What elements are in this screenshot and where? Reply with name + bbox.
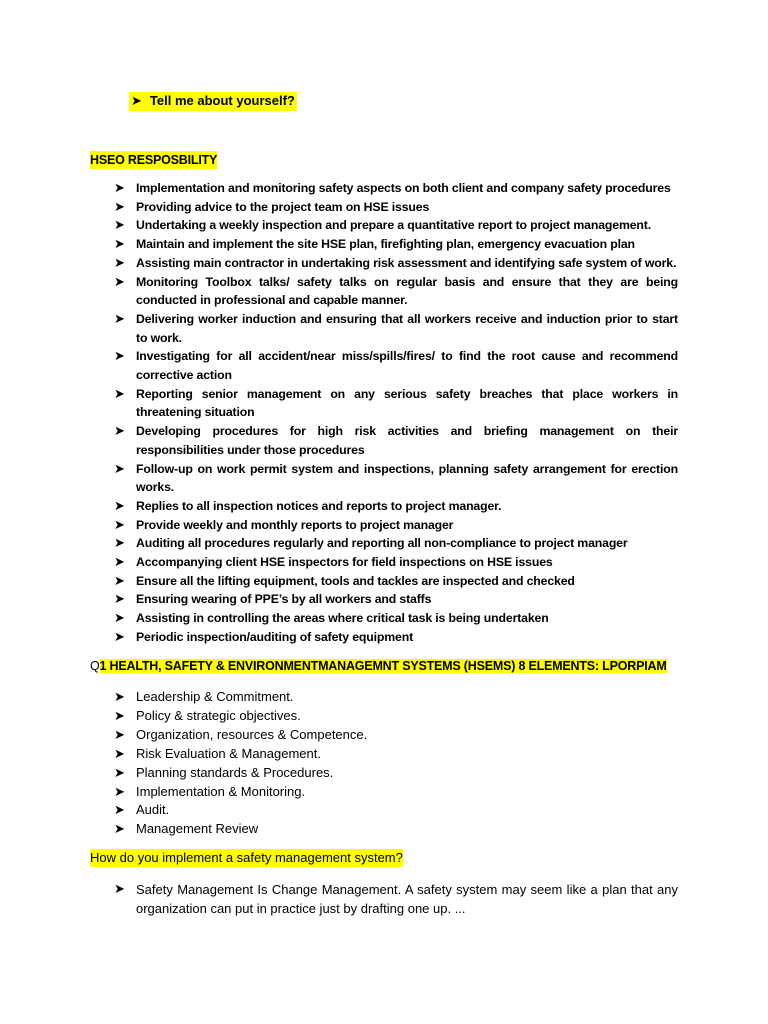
arrow-bullet-icon: ➤ xyxy=(114,610,125,626)
hsems-heading-text: 1 HEALTH, SAFETY & ENVIRONMENTMANAGEMNT SYSTEMS (HSEMS) 8 ELEMENTS: LPORPIAM xyxy=(99,659,667,673)
arrow-bullet-icon: ➤ xyxy=(114,180,125,195)
list-item: ➤ Undertaking a weekly inspection and prepare a quantitative report to project management. xyxy=(136,216,678,235)
intro-question-text: Tell me about yourself? xyxy=(149,93,295,108)
arrow-bullet-icon: ➤ xyxy=(114,460,125,476)
arrow-bullet-icon: ➤ xyxy=(114,764,125,780)
list-item: ➤ Implementation & Monitoring. xyxy=(136,783,678,802)
list-item: ➤ Ensure all the lifting equipment, tools and tackles are inspected and checked xyxy=(136,572,678,591)
list-item: ➤ Monitoring Toolbox talks/ safety talks on regular basis and ensure that they are being conducted in professional and capable manner. xyxy=(114,273,678,308)
list-item: ➤ Management Review xyxy=(136,820,678,839)
hsems-prefix: Q xyxy=(90,659,100,673)
arrow-bullet-icon: ➤ xyxy=(114,726,125,742)
list-item: ➤ Delivering worker induction and ensuring that all workers receive and induction prior to start to work. xyxy=(114,310,678,345)
list-item: ➤ Assisting main contractor in undertaking risk assessment and identifying safe system of work. xyxy=(136,254,678,273)
hsems-heading xyxy=(90,657,667,675)
list-item: ➤ Developing procedures for high risk activities and briefing management on their responsibilities under those procedures xyxy=(114,423,678,457)
list-item: ➤ Leadership & Commitment. xyxy=(136,688,678,707)
list-item: ➤ Assisting in controlling the areas where critical task is being undertaken xyxy=(136,609,678,628)
arrow-bullet-icon: ➤ xyxy=(114,554,125,570)
arrow-bullet-icon: ➤ xyxy=(114,348,125,364)
list-item: ➤ Investigating for all accident/near miss/spills/fires/ to find the root cause and recommend corrective action xyxy=(114,348,678,383)
arrow-bullet-icon: ➤ xyxy=(114,236,125,252)
implement-question: How do you implement a safety management system? xyxy=(90,850,403,865)
arrow-bullet-icon: ➤ xyxy=(114,516,125,532)
arrow-bullet-icon: ➤ xyxy=(114,217,125,233)
arrow-bullet-icon: ➤ xyxy=(114,254,125,270)
list-item: ➤ Audit. xyxy=(136,801,678,820)
list-item: ➤ Ensuring wearing of PPE’s by all workers and staffs xyxy=(136,590,678,609)
arrow-bullet-icon: ➤ xyxy=(114,821,125,837)
list-item: ➤ Reporting senior management on any serious safety breaches that place workers in threatening situation xyxy=(114,385,678,420)
list-item: ➤ Policy & strategic objectives. xyxy=(136,707,678,726)
list-item: ➤ Auditing all procedures regularly and reporting all non-compliance to project manager xyxy=(136,534,678,553)
arrow-bullet-icon: ➤ xyxy=(114,783,125,799)
arrow-bullet-icon: ➤ xyxy=(114,707,125,723)
hsems-elements-list xyxy=(114,688,678,839)
arrow-bullet-icon: ➤ xyxy=(131,93,142,108)
list-item: ➤ Accompanying client HSE inspectors for field inspections on HSE issues xyxy=(136,553,678,572)
arrow-bullet-icon: ➤ xyxy=(114,423,125,439)
list-item: ➤ Risk Evaluation & Management. xyxy=(136,745,678,764)
arrow-bullet-icon: ➤ xyxy=(114,881,125,896)
list-item: ➤ Organization, resources & Competence. xyxy=(136,726,678,745)
list-item: ➤ Replies to all inspection notices and reports to project manager. xyxy=(136,497,678,516)
arrow-bullet-icon: ➤ xyxy=(114,572,125,588)
list-item: ➤ Providing advice to the project team on HSE issues xyxy=(136,198,678,217)
arrow-bullet-icon: ➤ xyxy=(114,497,125,513)
implement-answer-list xyxy=(114,880,678,918)
arrow-bullet-icon: ➤ xyxy=(114,591,125,607)
list-item: ➤ Implementation and monitoring safety aspects on both client and company safety procedures xyxy=(136,179,678,198)
list-item: ➤ Follow-up on work permit system and inspections, planning safety arrangement for erection works. xyxy=(114,460,678,495)
list-item: ➤ Maintain and implement the site HSE plan, firefighting plan, emergency evacuation plan xyxy=(136,235,678,254)
arrow-bullet-icon: ➤ xyxy=(114,535,125,551)
arrow-bullet-icon: ➤ xyxy=(114,689,125,704)
hseo-heading: HSEO RESPOSBILITY xyxy=(90,153,218,167)
list-item: ➤ Periodic inspection/auditing of safety equipment xyxy=(136,628,678,647)
arrow-bullet-icon: ➤ xyxy=(114,628,125,644)
list-item: ➤ Planning standards & Procedures. xyxy=(136,764,678,783)
arrow-bullet-icon: ➤ xyxy=(114,802,125,818)
list-item: ➤ Safety Management Is Change Management. A safety system may seem like a plan that any organization can put in practice just by drafting one up. ... xyxy=(114,881,678,916)
responsibilities-list xyxy=(114,179,678,647)
arrow-bullet-icon: ➤ xyxy=(114,310,125,326)
list-item: ➤ Provide weekly and monthly reports to project manager xyxy=(136,516,678,535)
arrow-bullet-icon: ➤ xyxy=(114,745,125,761)
arrow-bullet-icon: ➤ xyxy=(114,273,125,289)
intro-question xyxy=(129,92,297,111)
arrow-bullet-icon: ➤ xyxy=(114,385,125,401)
arrow-bullet-icon: ➤ xyxy=(114,198,125,214)
